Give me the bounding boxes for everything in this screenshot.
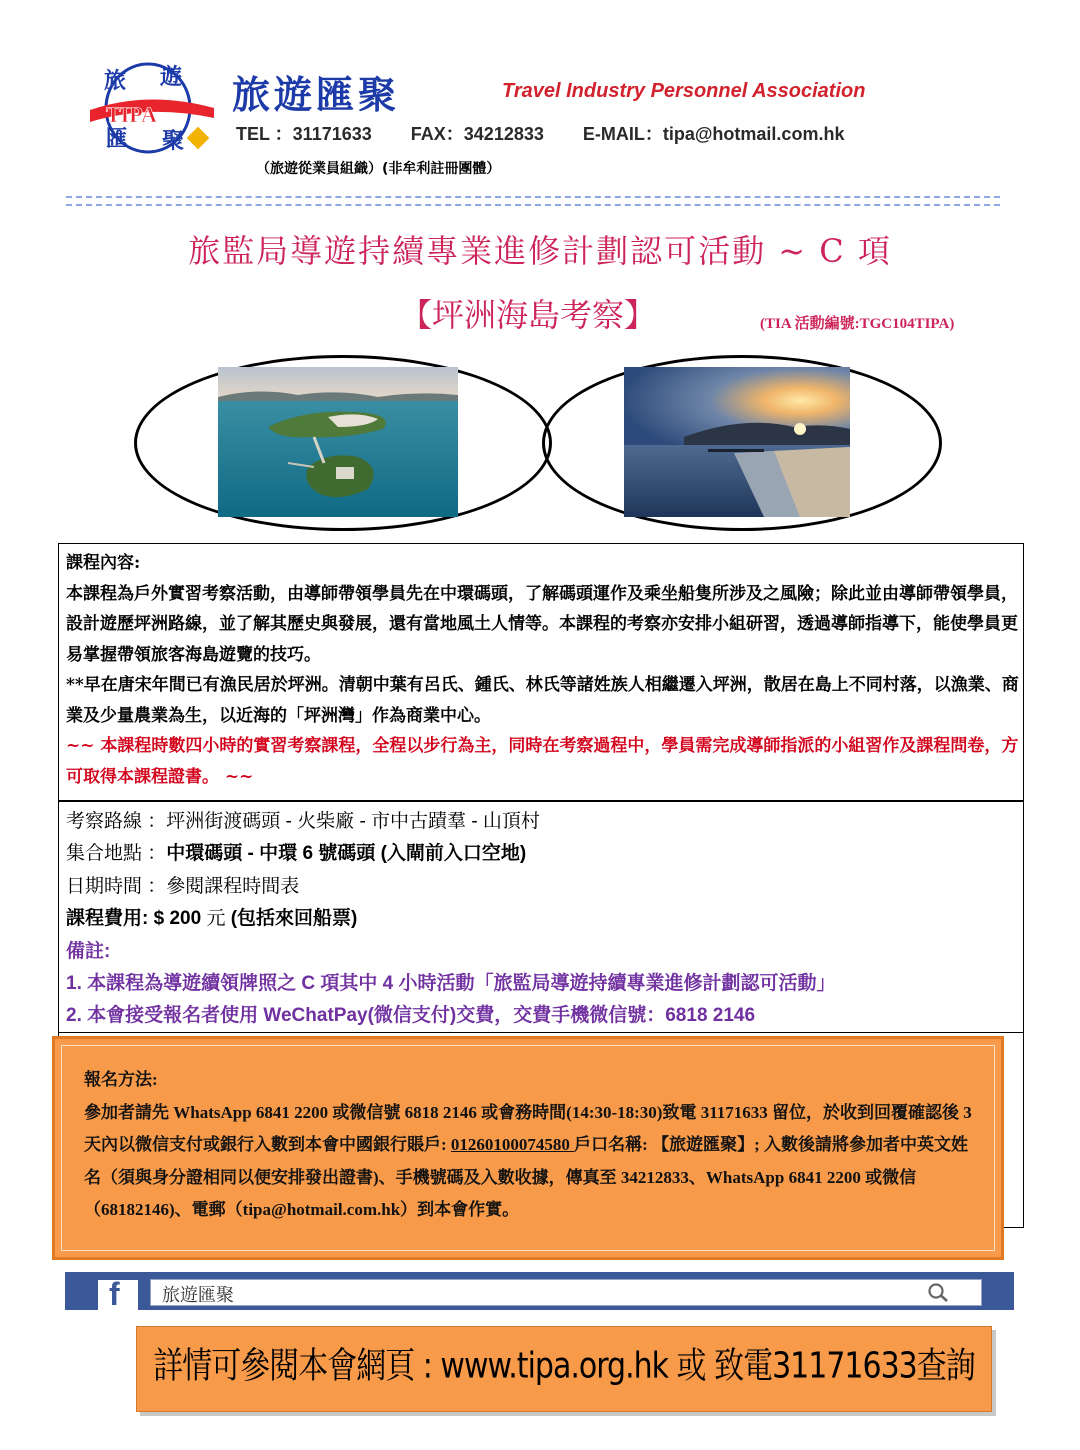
logo-char-1: 旅 [104, 68, 127, 94]
remark-1: 1. 本課程為導遊續領牌照之 C 項其中 4 小時活動「旅監局導遊持續專業進修計劃認可活動」 [66, 973, 836, 995]
remark-2: 2. 本會接受報名者使用 WeChatPay(微信支付)交費，交費手機微信號：6818 2146 [66, 1005, 756, 1027]
facebook-search-text: 旅遊匯聚 [162, 1285, 234, 1306]
logo-char-2: 遊 [160, 64, 183, 90]
date-text: 日期時間 ：參閱課程時間表 [66, 875, 300, 897]
course-content [66, 548, 1020, 792]
remarks-label: 備註: [66, 940, 111, 962]
page-title: 旅監局導遊持續專業進修計劃認可活動 ~ C 項 [188, 232, 892, 270]
meeting-value: 中環碼頭 - 中環 6 號碼頭 (入閘前入口空地) [166, 843, 527, 865]
content-paragraph-2: **早在唐宋年間已有漁民居於坪洲。清朝中葉有呂氏、鍾氏、林氏等諸姓族人相繼遷入坪洲，散居在島上不同村落，以漁業、商業及少量農業為生，以近海的「坪洲灣」作為商業中心。 [66, 675, 1019, 726]
org-note: （旅遊從業員組織）(非牟利註冊團體） [256, 161, 501, 177]
registration-instructions: 戶口名稱: 【旅遊匯聚】; 入數後請將參加者中英文姓名（須與身分證相同以便安排發出證書)、手機號碼及入數收據，傳真至 34212833、WhatsApp 6841 2200 或微信（68182146)、電郵（tipa@hotmail.com.hk）到本會作實。 [84, 1135, 968, 1219]
island-aerial-photo [218, 367, 458, 517]
contact-line [236, 120, 878, 146]
tel-text: TEL ：31171633 [236, 124, 372, 144]
email-text: E-MAIL：tipa@hotmail.com.hk [582, 124, 845, 144]
header-divider [66, 196, 1000, 206]
tipa-logo [86, 60, 218, 156]
fee-note: (包括來回船票) [225, 908, 358, 930]
sunset-pier-photo [624, 367, 850, 517]
logo-text: TIPA [106, 102, 157, 127]
logo-char-4: 聚 [162, 128, 185, 154]
route-text: 考察路線 ：坪洲街渡碼頭 - 火柴廠 - 市中古蹟羣 - 山頂村 [66, 811, 540, 832]
facebook-search-input[interactable] [150, 1279, 982, 1306]
page-subtitle: 【坪洲海島考察】 [400, 296, 657, 334]
registration-text [84, 1064, 984, 1227]
facebook-icon[interactable]: f [109, 1276, 120, 1312]
content-paragraph-1: 本課程為戶外實習考察活動，由導師帶領學員先在中環碼頭，了解碼頭運作及乘坐船隻所涉及之風險；除此並由導師帶領學員，設計遊歷坪洲路線，並了解其歷史與發展，還有當地風土人情等。本課程的考察亦安排小組研習，透過導師指導下，能使學員更易掌握帶領旅客海島遊覽的技巧。 [66, 583, 1018, 665]
registration-heading: 報名方法: [84, 1070, 158, 1089]
course-details [66, 806, 1016, 1033]
activity-code: (TIA 活動編號:TGC104TIPA) [760, 316, 955, 332]
logo-char-3: 匯 [106, 126, 129, 152]
meeting-point [66, 838, 1016, 870]
content-heading: 課程內容: [66, 553, 141, 573]
content-highlight: ~~ 本課程時數四小時的實習考察課程，全程以步行為主，同時在考察過程中，學員需完成導師指派的小組習作及課程問卷，方可取得本課程證書。 ~~ [66, 736, 1019, 787]
registration-body [84, 1097, 984, 1227]
details-divider [59, 1032, 1023, 1033]
meeting-label: 集合地點 ： [66, 843, 167, 865]
fee-unit: 元 [206, 908, 226, 930]
fax-text: FAX：34212833 [410, 124, 544, 144]
fee-text [66, 903, 1016, 935]
org-name-chinese: 旅遊匯聚 [232, 72, 401, 117]
search-icon[interactable] [926, 1282, 950, 1304]
org-name-english: Travel Industry Personnel Association [502, 80, 866, 102]
registration-intro: 參加者請先 WhatsApp 6841 2200 或微信號 6818 2146 或會務時間(14:30-18:30)致電 31171633 留位，於收到回覆確認後 3 天內以微信支付或銀行入數到本會中國銀行賬戶: [84, 1102, 972, 1154]
fee-label: 課程費用: $ 200 [66, 908, 207, 930]
footer-text: 詳情可參閱本會網頁 : www.tipa.org.hk 或 致電31171633查詢 [153, 1345, 975, 1388]
bank-account-number: 01260100074580 [450, 1135, 575, 1154]
